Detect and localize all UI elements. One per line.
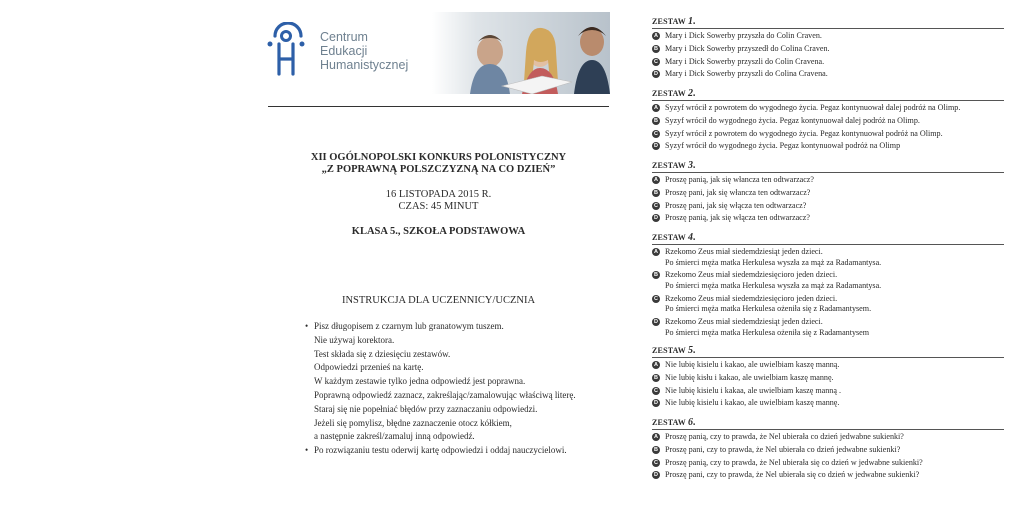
answer-text	[665, 470, 919, 481]
answer-option[interactable]	[652, 360, 1004, 371]
answer-text	[665, 188, 810, 199]
question-page	[652, 0, 1004, 512]
answer-letter-icon[interactable]: C	[652, 459, 660, 467]
set-label: ZESTAW	[652, 233, 686, 242]
answer-letter-icon[interactable]: A	[652, 176, 660, 184]
instruction-item: Poprawną odpowiedź zaznacz, zakreślając/zamalowując właściwą literę.	[314, 389, 576, 400]
answer-text	[665, 360, 839, 371]
answer-text	[665, 201, 806, 212]
answer-text-line: Nie lubię kisielu i kakao, ale uwielbiam kaszę manną.	[665, 360, 840, 369]
set-heading	[652, 88, 1004, 100]
answer-option[interactable]	[652, 470, 1004, 481]
logo-line: Edukacji	[320, 44, 368, 58]
set-label: ZESTAW	[652, 346, 686, 355]
question-set	[652, 16, 1004, 82]
set-heading	[652, 16, 1004, 28]
question-set	[652, 345, 1004, 411]
answer-letter-icon[interactable]: C	[652, 130, 660, 138]
answer-option[interactable]	[652, 57, 1004, 68]
set-label: ZESTAW	[652, 17, 686, 26]
answer-letter-icon[interactable]: A	[652, 32, 660, 40]
set-number: 2.	[688, 88, 696, 99]
answer-text-line: Mary i Dick Sowerby przyszli do Colin Cravena.	[665, 56, 825, 66]
set-number: 3.	[688, 160, 696, 171]
answer-text	[665, 31, 822, 42]
answer-letter-icon[interactable]: C	[652, 58, 660, 66]
answer-text-line: Rzekomo Zeus miał siedemdziesięcioro jeden dzieci.	[665, 293, 838, 303]
answer-letter-icon[interactable]: B	[652, 374, 660, 382]
logo-wordmark	[320, 30, 408, 72]
answer-option[interactable]	[652, 432, 1004, 443]
instruction-item: • Pisz długopisem z czarnym lub granatowym tuszem.	[305, 320, 615, 334]
instruction-item: Staraj się nie popełniać błędów przy zaznaczaniu odpowiedzi.	[314, 403, 538, 414]
answer-text-line: Po śmierci męża matka Herkulesa wyszła za mąż za Radamantysa.	[665, 280, 882, 290]
answer-text-line: Proszę pani, czy to prawda, że Nel ubierała co dzień jedwabne sukienki?	[665, 444, 901, 454]
answer-text-line: Rzekomo Zeus miał siedemdziesiąt jeden dzieci.	[665, 247, 823, 256]
answer-letter-icon[interactable]: D	[652, 399, 660, 407]
answer-letter-icon[interactable]: D	[652, 142, 660, 150]
answer-option[interactable]	[652, 175, 1004, 186]
answer-option[interactable]	[652, 141, 1004, 152]
answer-text	[665, 44, 830, 55]
answer-letter-icon[interactable]: B	[652, 45, 660, 53]
answer-text-line: Mary i Dick Sowerby przyszedł do Colina Craven.	[665, 43, 830, 53]
answer-text-line: Nie lubię kisłu i kakao, ale uwielbiam kaszę mannę.	[665, 372, 834, 382]
set-divider	[652, 100, 1004, 101]
answer-letter-icon[interactable]: A	[652, 361, 660, 369]
answer-text	[665, 445, 900, 456]
answer-letter-icon[interactable]: D	[652, 214, 660, 222]
instruction-item: Odpowiedzi przenieś na kartę.	[314, 362, 424, 373]
answer-option[interactable]	[652, 458, 1004, 469]
answer-text-line: Proszę panią, jak się włącza ten odtwarzacz?	[665, 213, 810, 223]
answer-letter-icon[interactable]: B	[652, 189, 660, 197]
answer-text-line: Syzyf wrócił do wygodnego życia. Pegaz kontynuował podróż na Olimp	[665, 141, 901, 151]
logo-line: Humanistycznej	[320, 58, 409, 72]
answer-letter-icon[interactable]: C	[652, 202, 660, 210]
answer-text	[665, 175, 814, 186]
students-photo	[432, 12, 610, 94]
set-heading	[652, 345, 1004, 357]
answer-option[interactable]	[652, 44, 1004, 55]
contest-title	[268, 152, 609, 176]
contest-class: KLASA 5., SZKOŁA PODSTAWOWA	[351, 226, 526, 237]
answer-option[interactable]	[652, 373, 1004, 384]
set-divider	[652, 28, 1004, 29]
logo-line: Centrum	[320, 30, 368, 44]
answer-text	[665, 69, 828, 80]
answer-text-line: Nie lubię kisielu i kakaa, ale uwielbiam kaszę manną .	[665, 385, 841, 395]
set-divider	[652, 429, 1004, 430]
answer-option[interactable]	[652, 294, 1004, 315]
answer-text	[665, 129, 943, 140]
answer-text-line: Po śmierci męża matka Herkulesa ożeniła się z Radamantysem.	[665, 304, 872, 314]
answer-text-line: Po śmierci męża matka Herkulesa wyszła za mąż za Radamantysa.	[665, 257, 882, 267]
set-number: 4.	[688, 232, 696, 243]
answer-option[interactable]	[652, 129, 1004, 140]
instruction-item: Nie używaj korektora.	[314, 334, 395, 345]
answer-text-line: Mary i Dick Sowerby przyszli do Colina Cravena.	[665, 69, 828, 79]
instruction-item: Jeżeli się pomylisz, błędne zaznaczenie otocz kółkiem,	[314, 417, 512, 428]
answer-text-line: Proszę pani, jak się włancza ten odtwarzacz?	[665, 187, 811, 197]
set-label: ZESTAW	[652, 418, 686, 427]
set-number: 5.	[688, 345, 696, 356]
contest-date-block	[268, 189, 609, 213]
answer-text-line: Rzekomo Zeus miał siedemdziesiąt jeden dzieci.	[665, 317, 823, 327]
answer-text-line: Mary i Dick Sowerby przyszła do Colin Craven.	[665, 31, 822, 40]
answer-letter-icon[interactable]: C	[652, 387, 660, 395]
answer-option[interactable]	[652, 201, 1004, 212]
answer-text	[665, 432, 904, 443]
contest-date: 16 LISTOPADA 2015 R.	[385, 189, 492, 200]
set-heading	[652, 417, 1004, 429]
instruction-item: Test składa się z dziesięciu zestawów.	[314, 348, 451, 359]
answer-text-line: Syzyf wrócił z powrotem do wygodnego życia. Pegaz kontynuował podróż na Olimp.	[665, 128, 943, 138]
answer-text-line: Syzyf wrócił z powrotem do wygodnego życia. Pegaz kontynuował dalej podróż na Olimp.	[665, 103, 961, 112]
instructions-list	[305, 320, 615, 458]
set-divider	[652, 357, 1004, 358]
answer-text	[665, 213, 810, 224]
contest-title-line2: „Z POPRAWNĄ POLSZCZYZNĄ NA CO DZIEŃ”	[321, 164, 556, 175]
set-number: 6.	[688, 417, 696, 428]
question-set	[652, 160, 1004, 226]
question-set	[652, 232, 1004, 341]
answer-option[interactable]	[652, 247, 1004, 268]
answer-text-line: Proszę panią, jak się włancza ten odtwarzacz?	[665, 175, 814, 184]
answer-letter-icon[interactable]: B	[652, 271, 660, 279]
answer-text	[665, 103, 960, 114]
set-divider	[652, 244, 1004, 245]
header-divider	[268, 106, 609, 107]
answer-text	[665, 373, 834, 384]
answer-text-line: Proszę pani, czy to prawda, że Nel ubierała się co dzień w jedwabne sukienki?	[665, 470, 920, 480]
question-set	[652, 417, 1004, 483]
answer-option[interactable]	[652, 31, 1004, 42]
answer-text-line: Po śmierci męża matka Herkulesa ożeniła się z Radamantysem	[665, 327, 870, 337]
answer-option[interactable]	[652, 69, 1004, 80]
answer-option[interactable]	[652, 116, 1004, 127]
answer-option[interactable]	[652, 213, 1004, 224]
answer-letter-icon[interactable]: D	[652, 70, 660, 78]
answer-letter-icon[interactable]: B	[652, 117, 660, 125]
answer-text	[665, 398, 839, 409]
contest-title-line1: XII OGÓLNOPOLSKI KONKURS POLONISTYCZNY	[310, 152, 567, 163]
set-heading	[652, 160, 1004, 172]
answer-text	[665, 141, 900, 152]
instructions-title: INSTRUKCJA DLA UCZENNICY/UCZNIA	[341, 295, 536, 306]
set-divider	[652, 172, 1004, 173]
contest-duration: CZAS: 45 MINUT	[398, 201, 479, 212]
answer-letter-icon[interactable]: C	[652, 295, 660, 303]
instruction-item: • Po rozwiązaniu testu oderwij kartę odpowiedzi i oddaj nauczycielowi.	[305, 444, 615, 458]
answer-text	[665, 386, 841, 397]
answer-letter-icon[interactable]: B	[652, 446, 660, 454]
answer-text	[665, 116, 920, 127]
answer-text	[665, 247, 881, 268]
answer-letter-icon[interactable]: A	[652, 104, 660, 112]
answer-text	[665, 57, 824, 68]
set-label: ZESTAW	[652, 89, 686, 98]
answer-letter-icon[interactable]: D	[652, 471, 660, 479]
answer-option[interactable]	[652, 317, 1004, 338]
answer-option[interactable]	[652, 188, 1004, 199]
question-set	[652, 88, 1004, 154]
answer-letter-icon[interactable]: A	[652, 433, 660, 441]
answer-text-line: Proszę panią, czy to prawda, że Nel ubierała co dzień jedwabne sukienki?	[665, 432, 904, 441]
answer-text	[665, 294, 871, 315]
answer-option[interactable]	[652, 270, 1004, 291]
set-heading	[652, 232, 1004, 244]
answer-option[interactable]	[652, 386, 1004, 397]
answer-letter-icon[interactable]: D	[652, 318, 660, 326]
set-number: 1.	[688, 16, 696, 27]
answer-text-line: Nie lubię kisielu i kakao, ale uwielbiam kaszę mannę.	[665, 398, 840, 408]
answer-text-line: Proszę pani, jak się włącza ten odtwarzacz?	[665, 200, 807, 210]
answer-text-line: Proszę panią, czy to prawda, że Nel ubierała się co dzień w jedwabne sukienki?	[665, 457, 923, 467]
answer-option[interactable]	[652, 445, 1004, 456]
answer-text	[665, 317, 869, 338]
answer-letter-icon[interactable]: A	[652, 248, 660, 256]
answer-text	[665, 270, 881, 291]
set-label: ZESTAW	[652, 161, 686, 170]
answer-option[interactable]	[652, 398, 1004, 409]
answer-text-line: Syzyf wrócił do wygodnego życia. Pegaz kontynuował dalej podróż na Olimp.	[665, 115, 920, 125]
answer-text	[665, 458, 923, 469]
instruction-item: W każdym zestawie tylko jedna odpowiedź jest poprawna.	[314, 376, 526, 387]
answer-text-line: Rzekomo Zeus miał siedemdziesięcioro jeden dzieci.	[665, 270, 838, 280]
answer-option[interactable]	[652, 103, 1004, 114]
instruction-item: a następnie zakreśl/zamaluj inną odpowiedź.	[314, 431, 475, 442]
